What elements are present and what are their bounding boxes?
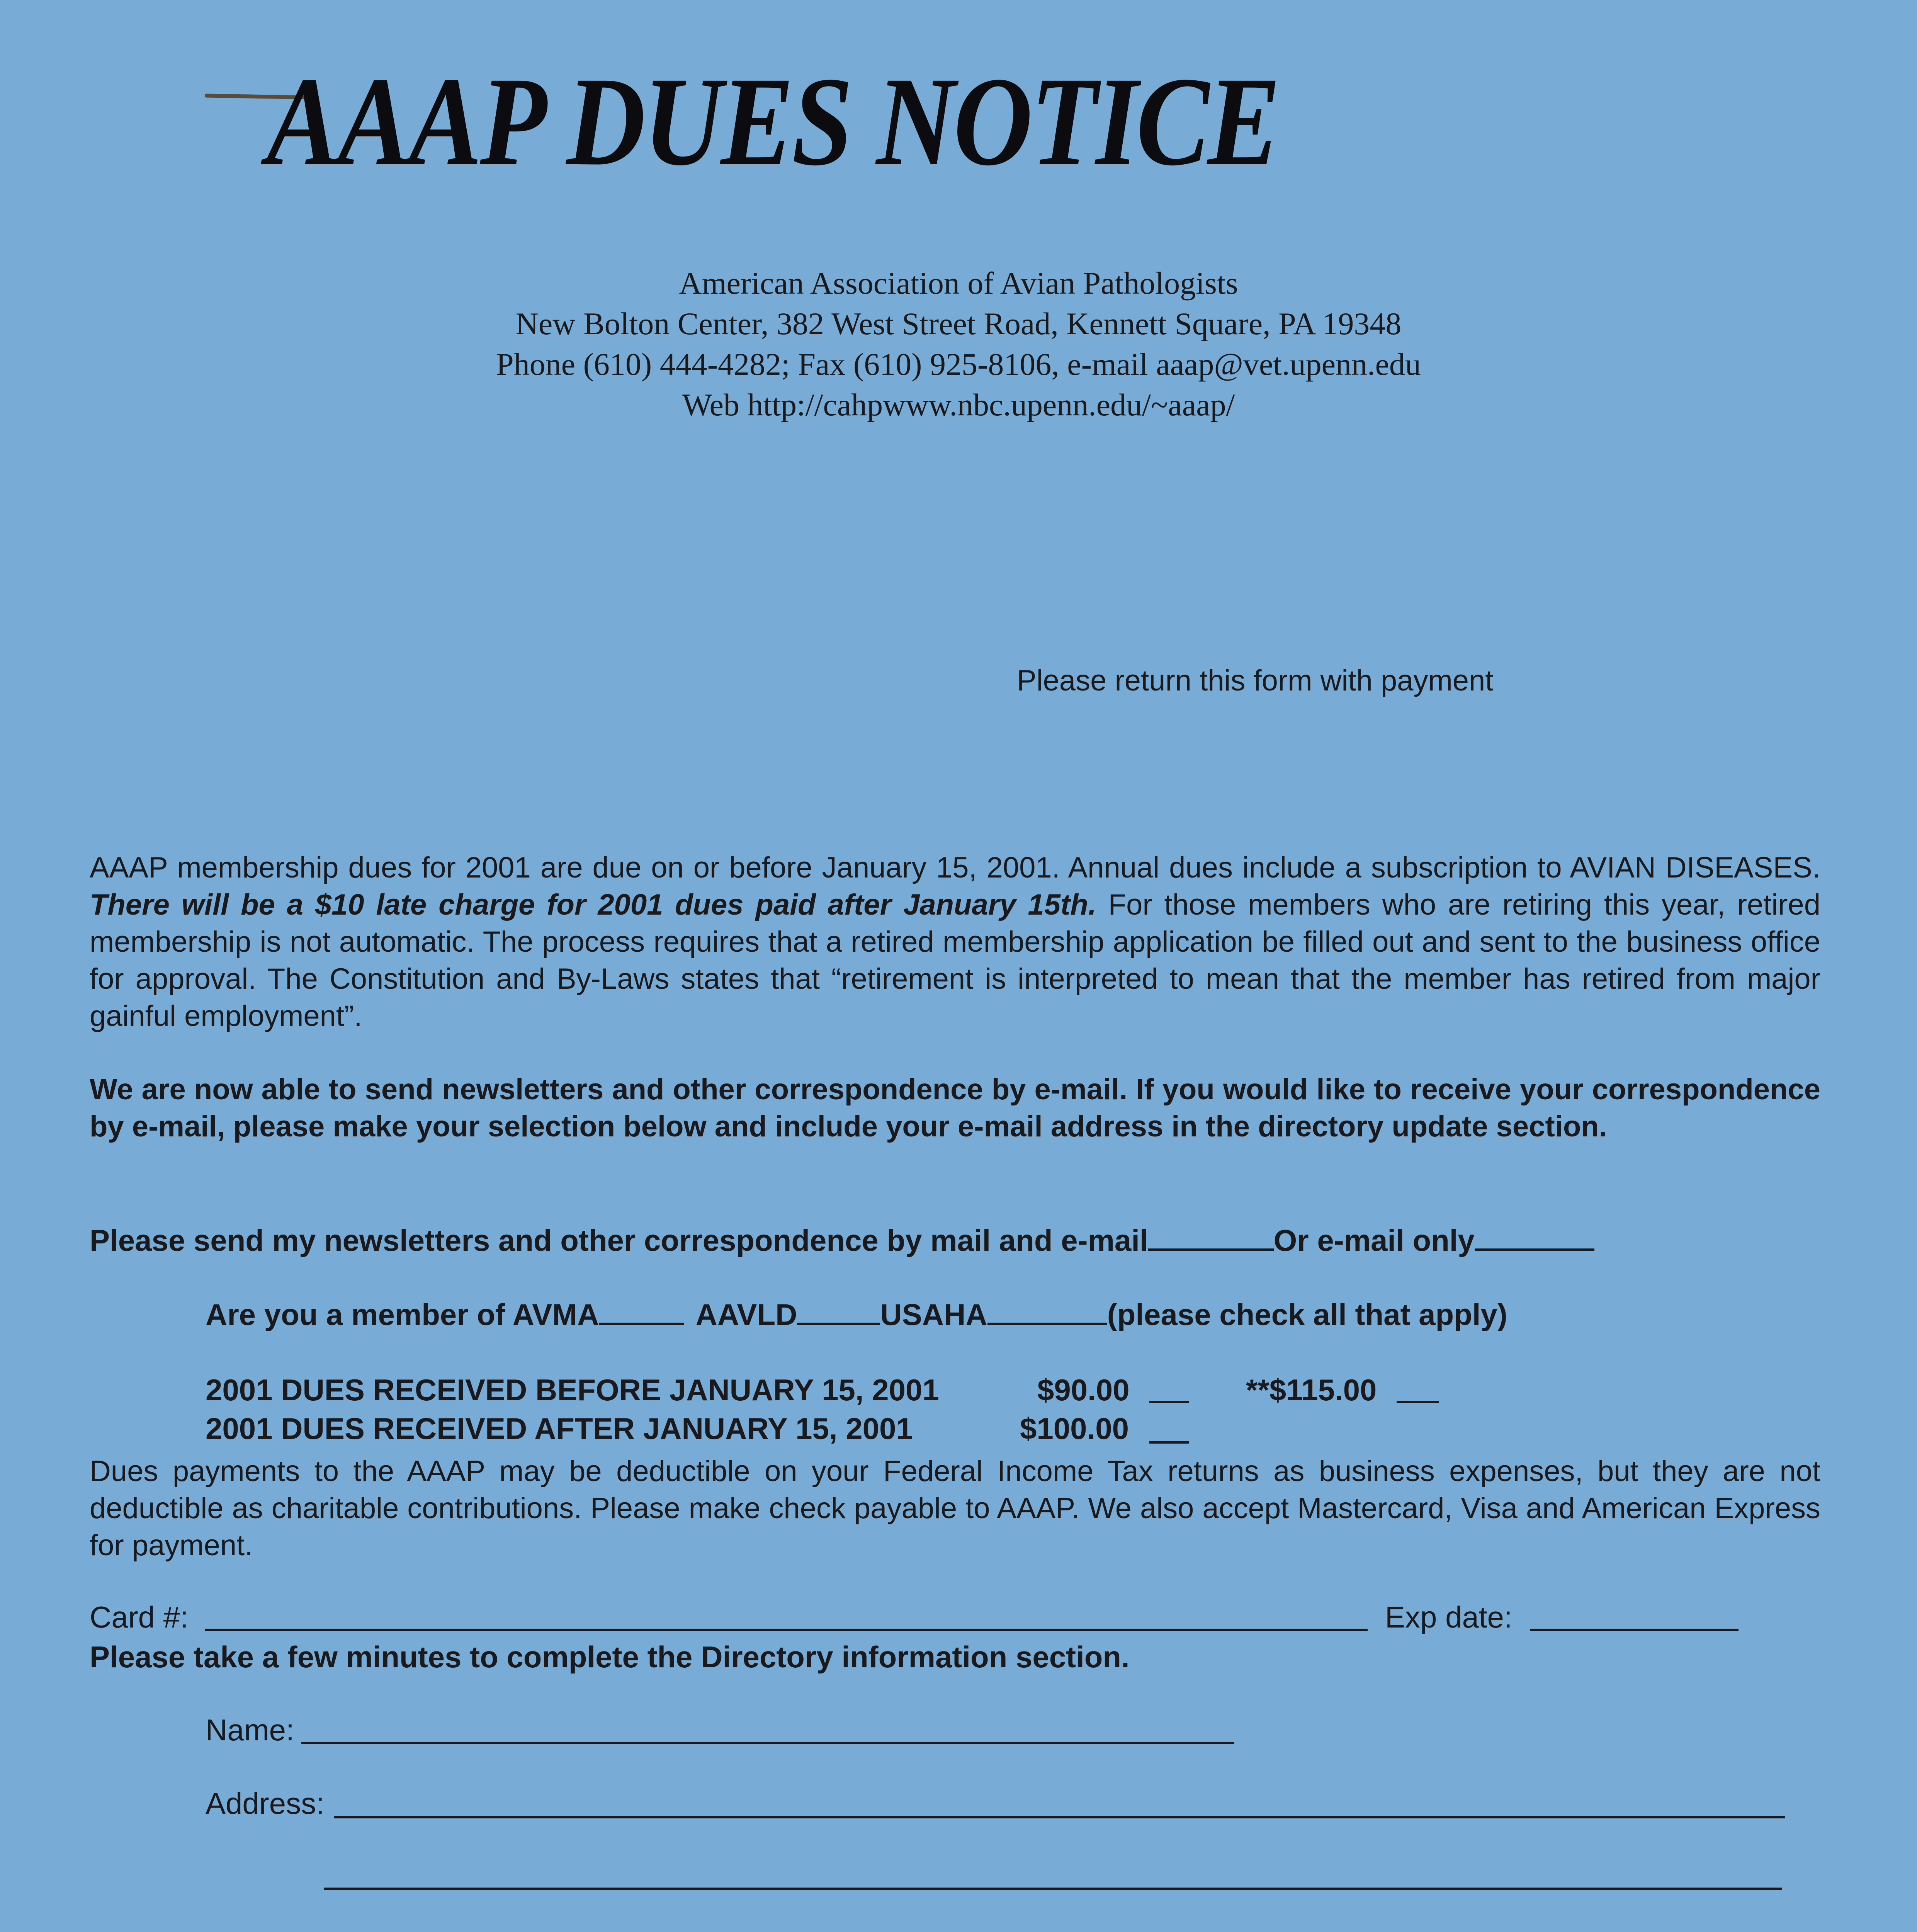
card-label: Card #: <box>90 1600 189 1634</box>
mail-and-email-blank[interactable] <box>1148 1225 1274 1251</box>
usaha-label: USAHA <box>880 1298 987 1332</box>
dues-before-label: 2001 DUES RECEIVED BEFORE JANUARY 15, 2001 <box>206 1373 939 1407</box>
dues-airmail-blank[interactable] <box>1397 1401 1439 1403</box>
membership-question-label: Are you a member of AVMA <box>206 1298 599 1332</box>
aavld-blank[interactable] <box>797 1299 880 1325</box>
dues-after-label: 2001 DUES RECEIVED AFTER JANUARY 15, 2001 <box>206 1412 913 1446</box>
intro-text-1: AAAP membership dues for 2001 are due on or before January 15, 2001. Annual dues include a subscription to AVIAN DISEASES. <box>90 851 1820 884</box>
aavld-label: AAVLD <box>695 1298 797 1332</box>
intro-text-2: For those members who are retiring this year, retired membership is not automatic. The process requires that a retired membership application be filled out and sent to the business office for approval. The Constitution and By-Laws states that “retirement is interpreted to mean that the member has retired from major gainful employment”. <box>90 888 1820 1032</box>
delivery-preference <box>90 1223 1594 1258</box>
membership-question <box>206 1297 1507 1332</box>
address-field-line-2[interactable] <box>324 1888 1782 1890</box>
usaha-blank[interactable] <box>987 1299 1107 1325</box>
return-note: Please return this form with payment <box>1017 664 1494 697</box>
dues-before-amount: $90.00 <box>1037 1373 1130 1407</box>
page-title: AAAP DUES NOTICE <box>267 51 1279 192</box>
directory-prompt: Please take a few minutes to complete the Directory information section. <box>90 1640 1130 1674</box>
dues-after-amount: $100.00 <box>1020 1412 1129 1446</box>
org-address: New Bolton Center, 382 West Street Road, Kennett Square, PA 19348 <box>515 306 1402 341</box>
membership-note: (please check all that apply) <box>1107 1298 1507 1332</box>
email-notice: We are now able to send newsletters and other correspondence by e-mail. If you would like to receive your correspondence by e-mail, please make your selection below and include your e-mail address in the directory update section. <box>90 1073 1820 1143</box>
dues-airmail-amount: **$115.00 <box>1246 1373 1377 1407</box>
card-number-field[interactable] <box>205 1629 1368 1631</box>
letterhead <box>0 263 1917 425</box>
avma-blank[interactable] <box>599 1299 684 1325</box>
late-charge-text: There will be a $10 late charge for 2001 dues paid after January 15th. <box>90 888 1096 921</box>
name-label: Name: <box>206 1713 294 1747</box>
dues-before-blank[interactable] <box>1149 1401 1189 1403</box>
exp-date-field[interactable] <box>1530 1629 1739 1631</box>
org-name: American Association of Avian Pathologists <box>679 265 1238 301</box>
intro-paragraph <box>90 849 1820 1035</box>
delivery-email-only-label: Or e-mail only <box>1273 1223 1475 1257</box>
delivery-mail-email-label: Please send my newsletters and other correspondence by mail and e-mail <box>90 1223 1148 1257</box>
exp-date-label: Exp date: <box>1385 1600 1513 1634</box>
dues-after-blank[interactable] <box>1149 1441 1189 1444</box>
address-field-line-1[interactable] <box>334 1816 1785 1818</box>
org-contact: Phone (610) 444-4282; Fax (610) 925-8106, e-mail aaap@vet.upenn.edu <box>496 347 1421 382</box>
tax-notice: Dues payments to the AAAP may be deductible on your Federal Income Tax returns as business expenses, but they are not deductible as charitable contributions. Please make check payable to AAAP. We also accept Mastercard, Visa and American Express for payment. <box>90 1455 1820 1562</box>
address-label: Address: <box>206 1786 325 1820</box>
org-web: Web http://cahpwww.nbc.upenn.edu/~aaap/ <box>682 387 1235 422</box>
email-only-blank[interactable] <box>1475 1225 1594 1251</box>
name-field[interactable] <box>301 1742 1234 1744</box>
